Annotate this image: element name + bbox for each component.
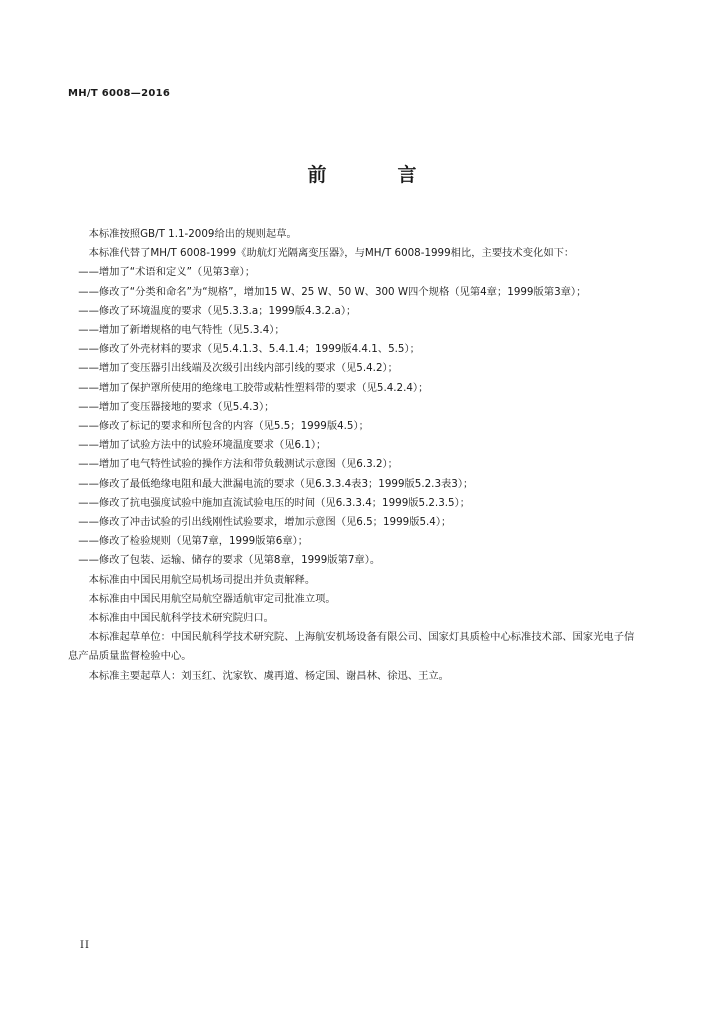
change-item: ——增加了变压器引出线端及次级引出线内部引线的要求（见5.4.2）；	[78, 362, 398, 375]
change-item: ——修改了标记的要求和所包含的内容（见5.5；1999版4.5）；	[78, 420, 369, 433]
change-item: ——修改了“分类和命名”为“规格”，增加15 W、25 W、50 W、300 W四个规格（见第4章；1999版第3章）；	[78, 285, 587, 298]
standard-code-header: MH/T 6008—2016	[68, 88, 171, 99]
closing-paragraph: 本标准主要起草人：刘玉红、沈家钦、虞再道、杨定国、谢昌林、徐迅、王立。	[88, 669, 449, 682]
page-number: II	[80, 940, 90, 951]
change-item: ——修改了检验规则（见第7章，1999版第6章）；	[78, 535, 309, 548]
foreword-body	[68, 225, 640, 686]
intro-paragraph: 本标准按照GB/T 1.1-2009给出的规则起草。	[88, 228, 297, 240]
closing-paragraph: 本标准由中国民用航空局机场司提出并负责解释。	[88, 573, 316, 586]
change-item: ——修改了包装、运输、储存的要求（见第8章，1999版第7章）。	[78, 554, 381, 567]
change-item: ——修改了外壳材料的要求（见5.4.1.3、5.4.1.4；1999版4.4.1、5.5）；	[78, 343, 420, 356]
change-item: ——增加了电气特性试验的操作方法和带负载测试示意图（见6.3.2）；	[78, 458, 398, 471]
closing-paragraph: 本标准由中国民航科学技术研究院归口。	[88, 612, 274, 625]
change-item: ——增加了保护罩所使用的绝缘电工胶带或粘性塑料带的要求（见5.4.2.4）；	[78, 381, 429, 394]
change-list	[68, 263, 640, 570]
change-item: ——修改了抗电强度试验中施加直流试验电压的时间（见6.3.3.4；1999版5.2.3.5）；	[78, 496, 471, 509]
change-item: ——修改了冲击试验的引出线刚性试验要求，增加示意图（见6.5；1999版5.4）；	[78, 516, 452, 529]
closing-paragraph: 本标准由中国民用航空局航空器适航审定司批准立项。	[88, 592, 336, 605]
change-item: ——增加了新增规格的电气特性（见5.3.4）；	[78, 324, 285, 337]
page-title: 前 言	[307, 164, 443, 186]
change-item: ——增加了变压器接地的要求（见5.4.3）；	[78, 400, 275, 413]
closing-paragraph: 本标准起草单位：中国民航科学技术研究院、上海航安机场设备有限公司、国家灯具质检中心标准技术部、国家光电子信息产品质量监督检验中心。	[68, 631, 635, 663]
change-item: ——增加了“术语和定义”（见第3章）；	[78, 266, 256, 279]
change-item: ——修改了最低绝缘电阻和最大泄漏电流的要求（见6.3.3.4表3；1999版5.2.3表3）；	[78, 477, 474, 490]
intro-paragraph: 本标准代替了MH/T 6008-1999《助航灯光隔离变压器》，与MH/T 6008-1999相比，主要技术变化如下：	[88, 247, 575, 260]
change-item: ——增加了试验方法中的试验环境温度要求（见6.1）；	[78, 439, 327, 452]
change-item: ——修改了环境温度的要求（见5.3.3.a；1999版4.3.2.a）；	[78, 304, 357, 317]
